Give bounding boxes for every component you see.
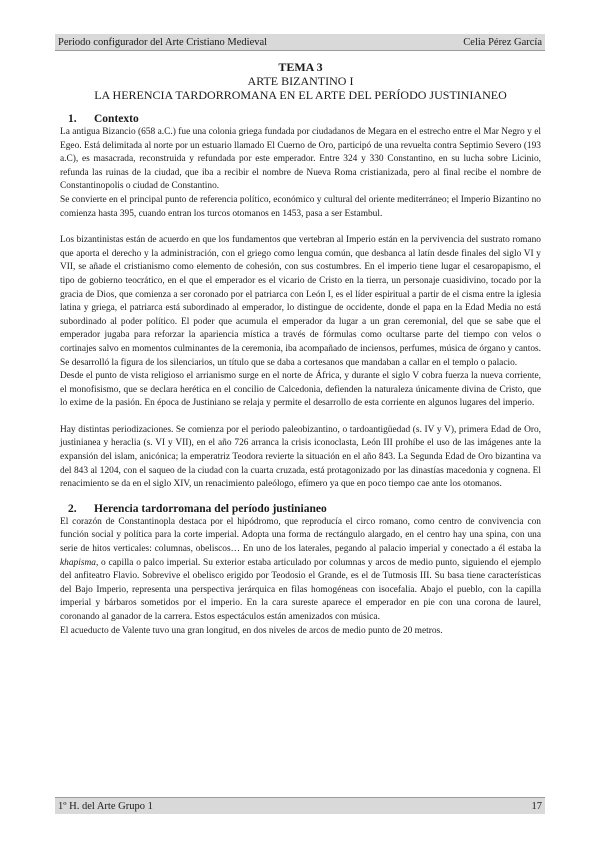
- footer-course: 1º H. del Arte Grupo 1: [58, 801, 153, 812]
- paragraph: [60, 516, 541, 625]
- running-footer: [55, 797, 545, 814]
- paragraph: El acueducto de Valente tuvo una gran longitud, en dos niveles de arcos de medio punto de 20 metros.: [60, 625, 443, 636]
- section-title: Contexto: [94, 113, 139, 125]
- paragraph: Hay distintas periodizaciones. Se comienza por el periodo paleobizantino, o tardoantigüedad (s. IV y V), primera Edad de Oro, justinianea y heraclia (s. VI y VII), en el año 726 arranca la crisis iconoclasta, León III prohíbe el uso de las imágenes ante la expansión del islam, anicónica; la emperatriz Teodora revierte la situación en el año 843. La Segunda Edad de Oro bizantina va del 843 al 1204, con el saqueo de la ciudad con la cuarta cruzada, está protagonizado por las dinastías macedonia y cognena. El renacimiento se da en el siglo XIV, un renacimiento paleólogo, efímero ya que en poco tiempo cae ante los otomanos.: [60, 424, 541, 490]
- section-number: 2.: [68, 502, 77, 515]
- section-heading-herencia: [68, 502, 541, 516]
- header-course-title: Periodo configurador del Arte Cristiano Medieval: [58, 37, 268, 48]
- paragraph-text: El corazón de Constantinopla destaca por el hipódromo, que reproducía el circo romano, como centro de convivencia con función social y política para la corte imperial. Adopta una forma de rectángulo alargado, en el centro hay una spina, con una serie de hitos verticales: columnas, obeliscos… En uno de los laterales, pegando al palacio imperial y conectado a él estaba la: [60, 516, 541, 555]
- header-author: Celia Pérez García: [463, 37, 542, 48]
- paragraph: La antigua Bizancio (658 a.C.) fue una colonia griega fundada por ciudadanos de Megara en el estrecho entre el Mar Negro y el Egeo. Está delimitada al norte por un estuario llamado El Cuerno de Oro, participó de una revuelta contra Septimio Severo (193 a.C), es masacrada, reconstruida y refundada por este emperador. Entre 324 y 330 Constantino, en su lucha sobre Licinio, refunda las ruinas de la ciudad, que iba a recibir el nombre de Nueva Roma cristianizada, pero al final recibe el nombre de Constantinopolis o ciudad de Constantino.: [60, 127, 541, 192]
- section-title: Herencia tardorromana del período justinianeo: [94, 502, 327, 515]
- chapter-subtitle: LA HERENCIA TARDORROMANA EN EL ARTE DEL PERÍODO JUSTINIANEO: [94, 88, 507, 102]
- paragraph-text: , o capilla o palco imperial. Su exterior estaba articulado por columnas y arcos de medio punto, siguiendo el ejemplo del anfiteatro Flavio. Sobrevive el obelisco erigido por Teodosio el Grande, es el de Tutmosis III. Su basa tiene características del Bajo Imperio, representa una perspectiva jerárquica en filas homogéneas con isocefalia. Abajo el pueblo, con la capilla imperial y bárbaros sometidos por el imperio. En la cara sureste aparece el emperador en pie con una corona de laurel, coronando al ganador de la carrera. Estos espectáculos están amenizados con música.: [60, 557, 541, 622]
- page-number: 17: [531, 801, 542, 812]
- paragraph: Desde el punto de vista religioso el arrianismo surge en el norte de África, y durante el siglo V cobra fuerza la nueva corriente, el monofisismo, que se declara herética en el concilio de Calcedonia, defienden la naturaleza únicamente divina de Cristo, que lo exime de la pasión. En época de Justiniano se relaja y permite el desarrollo de esta corriente en algunos lugares del imperio.: [60, 371, 541, 409]
- tema-heading: TEMA 3: [278, 60, 323, 74]
- section-heading-contexto: [68, 112, 541, 126]
- paragraph: Se convierte en el principal punto de referencia político, económico y cultural del oriente mediterráneo; el Imperio Bizantino no comienza hasta 395, cuando entran los turcos otomanos en 1453, pasa a ser Estambul.: [60, 194, 541, 219]
- chapter-title: ARTE BIZANTINO I: [247, 74, 354, 88]
- emphasis-term: khapisma: [60, 557, 96, 568]
- paragraph: Los bizantinistas están de acuerdo en que los fundamentos que vertebran al Imperio están en la pervivencia del sustrato romano que aporta el derecho y la administración, con el griego como lengua común, que desbanca al latín desde finales del siglo VI y VII, se añade el cristianismo como elemento de cohesión, con sus costumbres. En el imperio tiene lugar el cesaropapismo, el tipo de gobierno teocrático, en el que el emperador es el vicario de Cristo en la tierra, un personaje cuasidivino, tocado por la gracia de Dios, que comienza a ser coronado por el patriarca con León I, es el líder espiritual a partir de el cisma entre la iglesia latina y griega, el patriarca está subordinado al emperador, lo distingue de occidente, donde el papa en la Edad Media no está subordinado al poder político. El poder que acumula el emperador da lugar a un gran ceremonial, del que se sabe que el emperador jugaba para reforzar la apariencia mística a través de fórmulas como ocultarse parte del tiempo con velos o cortinajes salvo en momentos culminantes de la ceremonia, iba acompañado de inciensos, perfumes, música de órgano y cantos. Se desarrolló la figura de los silenciarios, un título que se daba a cortesanos que mandaban a callar en el templo o palacio.: [60, 235, 541, 368]
- page-content: [60, 56, 541, 638]
- section-number: 1.: [68, 113, 77, 125]
- running-header: [55, 34, 545, 51]
